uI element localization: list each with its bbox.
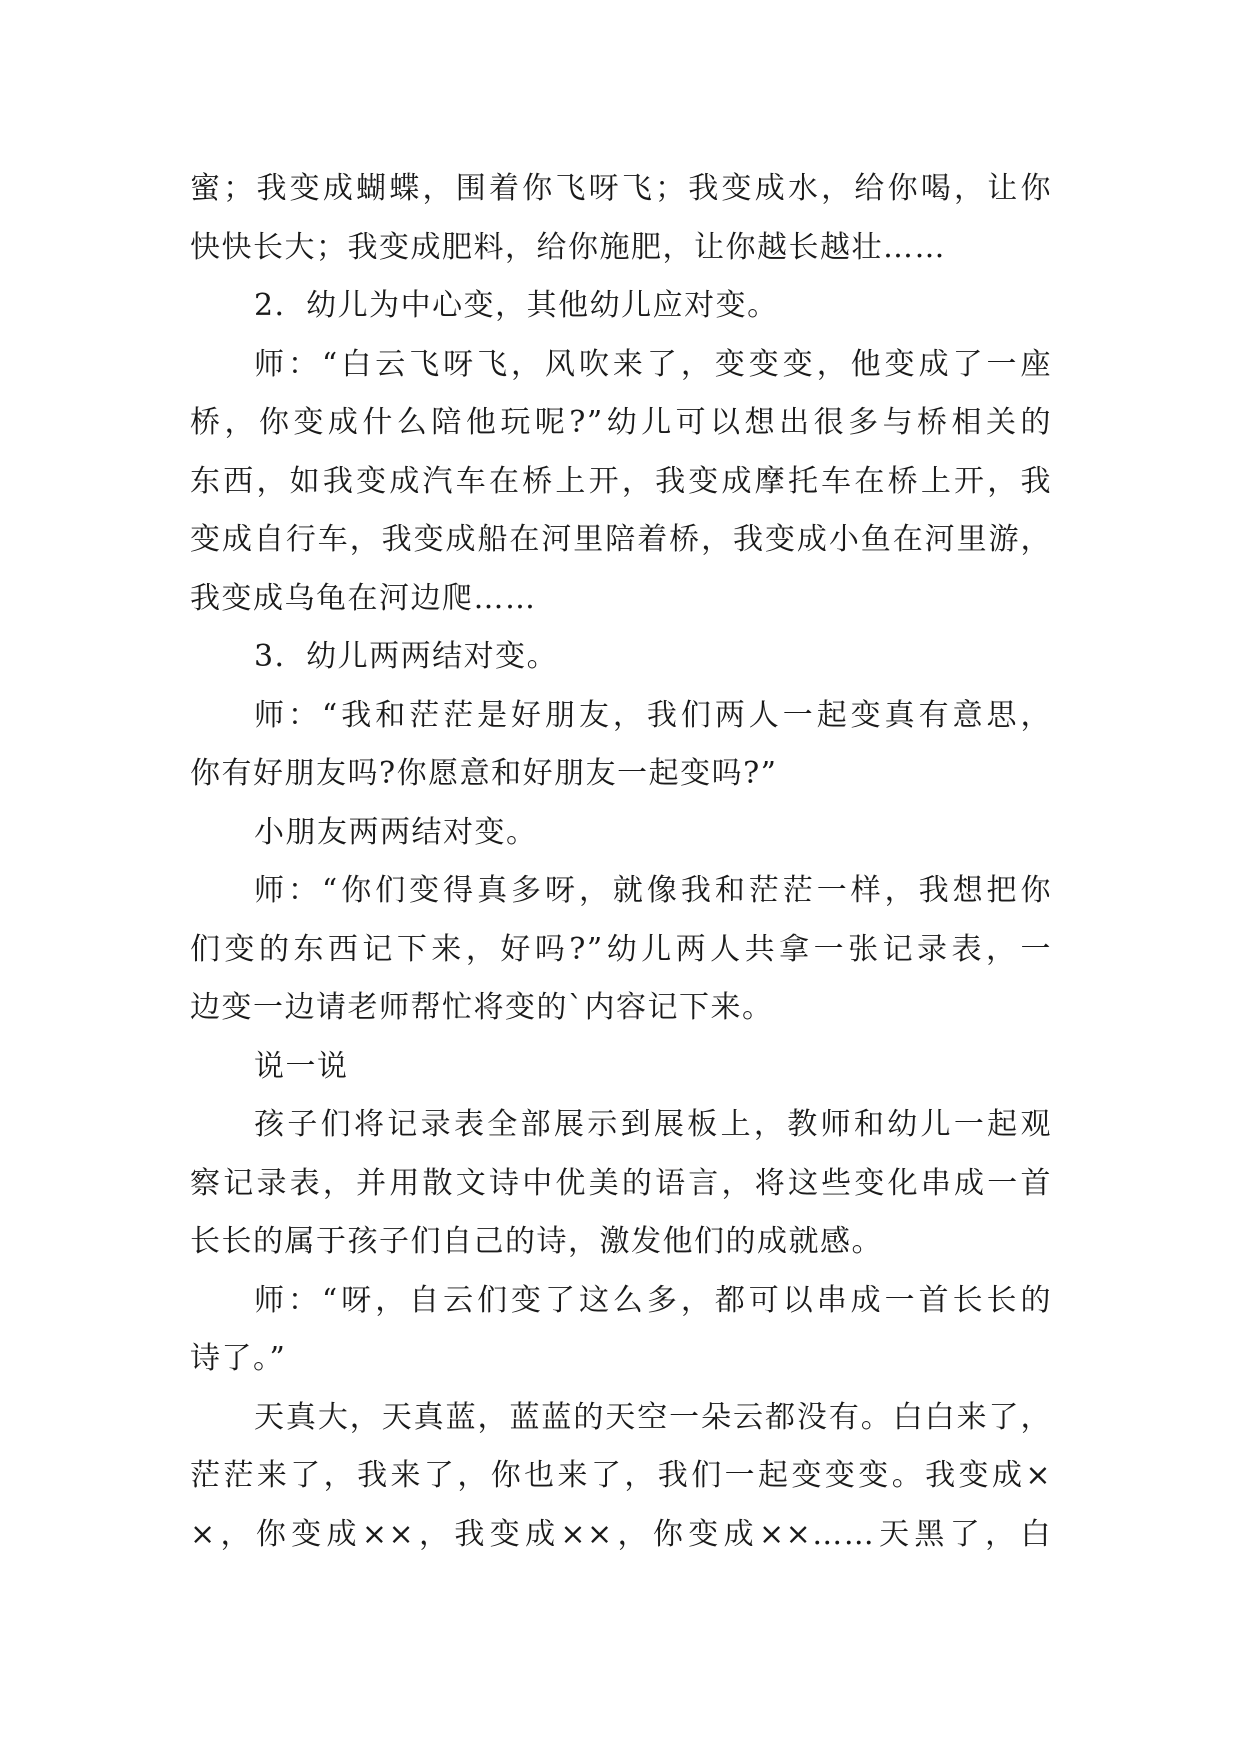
text-line: 蜜；我变成蝴蝶，围着你飞呀飞；我变成水，给你喝，让你: [190, 171, 1052, 206]
text-line: 师：“呀，自云们变了这么多，都可以串成一首长长的: [254, 1282, 1052, 1318]
text-line: ×，你变成××，我变成××，你变成××……天黑了，白: [190, 1516, 1052, 1552]
text-line: 师：“白云飞呀飞，风吹来了，变变变，他变成了一座: [254, 346, 1052, 382]
text-line: 东西，如我变成汽车在桥上开，我变成摩托车在桥上开，我: [190, 463, 1052, 499]
text-line: 3．幼儿两两结对变。: [254, 639, 559, 674]
text-line: 变成自行车，我变成船在河里陪着桥，我变成小鱼在河里游，: [190, 522, 1052, 557]
text-line: 们变的东西记下来，好吗?”幼儿两人共拿一张记录表，一: [190, 931, 1052, 967]
body-text: [190, 160, 1052, 1564]
text-line: 师：“你们变得真多呀，就像我和茫茫一样，我想把你: [254, 873, 1052, 908]
text-line: 小朋友两两结对变。: [254, 814, 538, 850]
text-line: 诗了。”: [190, 1341, 287, 1376]
text-line: 茫茫来了，我来了，你也来了，我们一起变变变。我变成×: [190, 1458, 1052, 1493]
text-line: 孩子们将记录表全部展示到展板上，教师和幼儿一起观: [254, 1107, 1052, 1142]
text-line: 快快长大；我变成肥料，给你施肥，让你越长越壮……: [190, 229, 946, 265]
text-line: 师：“我和茫茫是好朋友，我们两人一起变真有意思，: [254, 697, 1052, 733]
text-line: 我变成乌龟在河边爬……: [190, 580, 537, 616]
text-line: 天真大，天真蓝，蓝蓝的天空一朵云都没有。白白来了，: [254, 1399, 1052, 1435]
text-line: 察记录表，并用散文诗中优美的语言，将这些变化串成一首: [190, 1165, 1052, 1201]
text-line: 你有好朋友吗?你愿意和好朋友一起变吗?”: [190, 756, 778, 791]
text-line: 长长的属于孩子们自己的诗，激发他们的成就感。: [190, 1224, 883, 1259]
text-line: 说一说: [254, 1048, 349, 1084]
text-line: 2．幼儿为中心变，其他幼儿应对变。: [254, 288, 779, 323]
text-line: 桥，你变成什么陪他玩呢?”幼儿可以想出很多与桥相关的: [190, 405, 1052, 440]
text-line: 边变一边请老师帮忙将变的`内容记下来。: [190, 990, 774, 1025]
